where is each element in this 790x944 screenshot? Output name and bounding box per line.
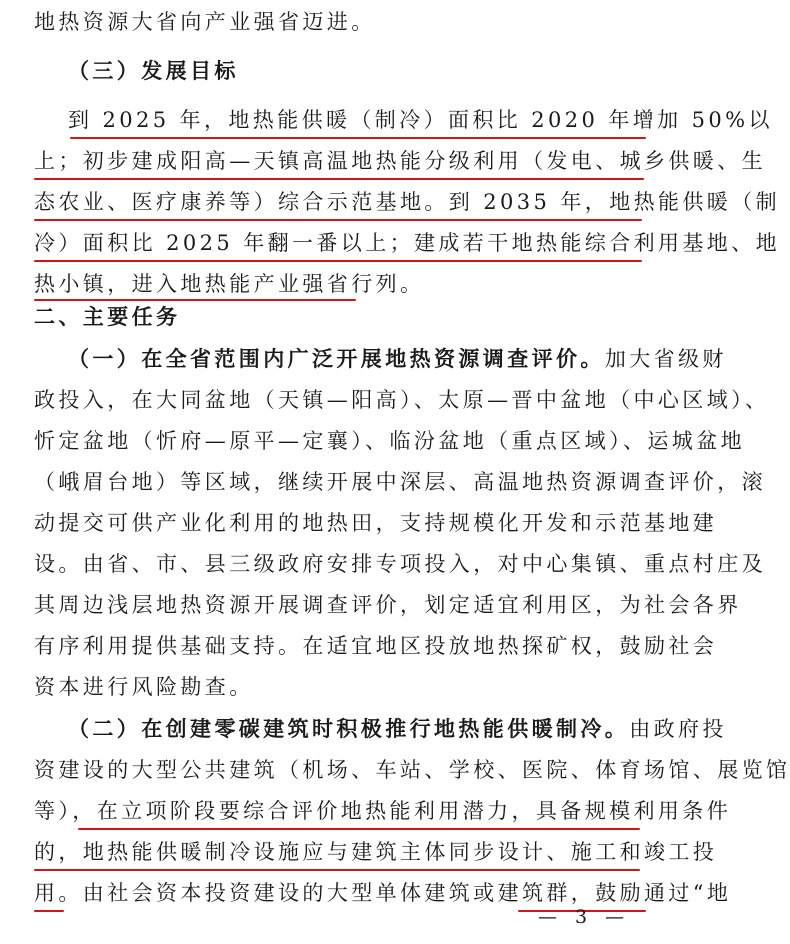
paragraph-line: 用。由社会资本投资建设的大型单体建筑或建筑群，鼓励通过“地 bbox=[34, 881, 732, 905]
task-heading-2: （二）在创建零碳建筑时积极推行地热能供暖制冷。 bbox=[68, 717, 630, 741]
paragraph-line: 冷）面积比 2025 年翻一番以上；建成若干地热能综合利用基地、地 bbox=[34, 231, 780, 255]
red-underline bbox=[34, 260, 642, 262]
paragraph-line: 其周边浅层地热资源开展调查评价，划定适宜利用区，为社会各界 bbox=[34, 593, 742, 617]
paragraph-line: （峨眉台地）等区域，继续开展中深层、高温地热资源调查评价，滚 bbox=[34, 470, 766, 494]
paragraph-line: 设。由省、市、县三级政府安排专项投入，对中心集镇、重点村庄及 bbox=[34, 552, 766, 576]
section-heading-development-goals: （三）发展目标 bbox=[68, 59, 239, 83]
paragraph-line: 态农业、医疗康养等）综合示范基地。到 2035 年，地热能供暖（制 bbox=[34, 190, 780, 214]
paragraph-line: 有序利用提供基础支持。在适宜地区投放地热探矿权，鼓励社会 bbox=[34, 634, 718, 658]
task-heading-1: （一）在全省范围内广泛开展地热资源调查评价。 bbox=[68, 347, 605, 371]
red-underline bbox=[34, 299, 356, 301]
paragraph-line bbox=[68, 715, 727, 743]
paragraph-line: 资本进行风险勘查。 bbox=[34, 675, 254, 699]
red-underline bbox=[70, 137, 646, 139]
paragraph-text: 加大省级财 bbox=[604, 347, 727, 371]
paragraph-line: 到 2025 年，地热能供暖（制冷）面积比 2020 年增加 50%以 bbox=[68, 108, 773, 132]
red-underline bbox=[78, 828, 640, 830]
paragraph-line: 资建设的大型公共建筑（机场、车站、学校、医院、体育场馆、展览馆 bbox=[34, 758, 790, 782]
red-underline bbox=[34, 178, 644, 180]
paragraph-line: 地热资源大省向产业强省迈进。 bbox=[34, 10, 376, 34]
red-underline bbox=[34, 910, 64, 912]
paragraph-line bbox=[68, 345, 727, 373]
page-number: — 3 — bbox=[538, 906, 631, 928]
paragraph-line: 的，地热能供暖制冷设施应与建筑主体同步设计、施工和竣工投 bbox=[34, 840, 718, 864]
red-underline bbox=[34, 219, 642, 221]
paragraph-line: 上；初步建成阳高—天镇高温地热能分级利用（发电、城乡供暖、生 bbox=[34, 149, 766, 173]
paragraph-line: 等），在立项阶段要综合评价地热能利用潜力，具备规模利用条件 bbox=[34, 799, 732, 823]
paragraph-line: 忻定盆地（忻府—原平—定襄）、临汾盆地（重点区域）、运城盆地 bbox=[34, 429, 745, 453]
red-underline bbox=[34, 869, 640, 871]
section-heading-main-tasks: 二、主要任务 bbox=[34, 305, 181, 329]
paragraph-line: 政投入，在大同盆地（天镇—阳高）、太原—晋中盆地（中心区域）、 bbox=[34, 388, 770, 412]
paragraph-line: 动提交可供产业化利用的地热田，支持规模化开发和示范基地建 bbox=[34, 511, 718, 535]
paragraph-line: 热小镇，进入地热能产业强省行列。 bbox=[34, 272, 425, 296]
paragraph-text: 由政府投 bbox=[629, 717, 727, 741]
